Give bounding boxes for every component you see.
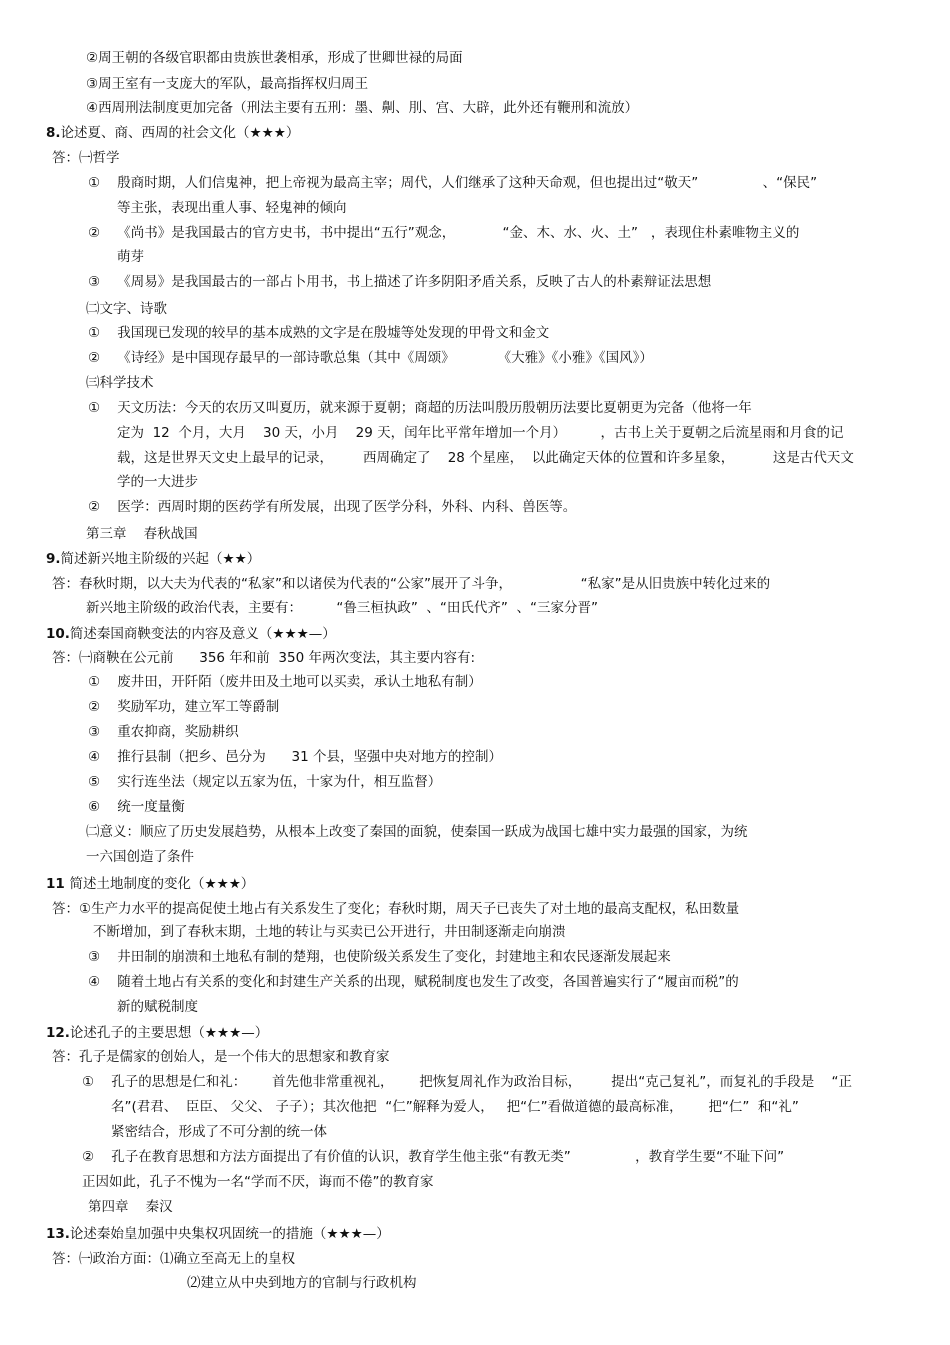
text-line: ② 《尚书》是我国最古的官方史书，书中提出“五行”观念， “金、木、水、火、土” ，表现住朴素唯物主义的	[88, 225, 800, 241]
section-heading	[46, 875, 254, 893]
heading-number: 8.	[46, 125, 61, 141]
heading-number: 13.	[46, 1226, 70, 1242]
text-line: ③ 重农抑商，奖励耕织	[88, 724, 239, 740]
heading-text: 论述孔子的主要思想（★★★—）	[69, 1025, 269, 1041]
text-line: ④西周刑法制度更加完备（刑法主要有五刑：墨、劓、刖、宫、大辟，此外还有鞭刑和流放）	[86, 100, 639, 116]
text-line: ⑵建立从中央到地方的官制与行政机构	[187, 1275, 417, 1291]
text-line: 答：孔子是儒家的创始人，是一个伟大的思想家和教育家	[52, 1049, 390, 1065]
text-line: 等主张，表现出重人事、轻鬼神的倾向	[117, 200, 347, 216]
text-line: ② 《诗经》是中国现存最早的一部诗歌总集（其中《周颂》 《大雅》《小雅》《国风》）	[88, 350, 653, 366]
text-line: ㈡意义：顺应了历史发展趋势，从根本上改变了秦国的面貌，使秦国一跃成为战国七雄中实力最强的国家，为统	[86, 824, 748, 840]
text-line: ① 殷商时期，人们信鬼神，把上帝视为最高主宰；周代，人们继承了这种天命观，但也提出过“敬天” 、“保民”	[88, 175, 818, 191]
text-line: ① 孔子的思想是仁和礼： 首先他非常重视礼， 把恢复周礼作为政治目标， 提出“克己复礼”，而复礼的手段是 “正	[82, 1074, 852, 1090]
heading-text: 论述夏、商、西周的社会文化（★★★）	[60, 125, 300, 141]
text-line: ②周王朝的各级官职都由贵族世袭相承，形成了世卿世禄的局面	[86, 50, 463, 66]
text-line: ② 孔子在教育思想和方法方面提出了有价值的认识，教育学生他主张“有教无类” ，教育学生要“不耻下问”	[82, 1149, 785, 1165]
text-line: ㈢科学技术	[86, 375, 154, 391]
text-line: ④ 随着土地占有关系的变化和封建生产关系的出现，赋税制度也发生了改变，各国普遍实行了“履亩而税”的	[88, 974, 739, 990]
text-line: 一六国创造了条件	[86, 849, 194, 865]
text-line: ④ 推行县制（把乡、邑分为 31 个县，坚强中央对地方的控制）	[88, 749, 502, 765]
text-line: ③ 《周易》是我国最古的一部占卜用书，书上描述了许多阴阳矛盾关系，反映了古人的朴素辩证法思想	[88, 274, 712, 290]
text-line: 名”(君君、 臣臣、 父父、 子子）；其次他把 “仁”解释为爱人， 把“仁”看做道德的最高标准， 把“仁” 和“礼”	[111, 1099, 799, 1115]
text-line: 答：㈠政治方面：⑴确立至高无上的皇权	[52, 1251, 295, 1267]
text-line: ⑤ 实行连坐法（规定以五家为伍，十家为什，相互监督）	[88, 774, 442, 790]
section-heading	[46, 1024, 268, 1042]
section-heading	[46, 550, 260, 568]
heading-number: 12.	[46, 1025, 70, 1041]
heading-text: 简述秦国商鞅变法的内容及意义（★★★—）	[69, 626, 336, 642]
text-line: 答：春秋时期，以大夫为代表的“私家”和以诸侯为代表的“公家”展开了斗争， “私家”是从旧贵族中转化过来的	[52, 576, 771, 592]
text-line: ② 医学：西周时期的医药学有所发展，出现了医学分科，外科、内科、兽医等。	[88, 499, 577, 515]
text-line: 新的赋税制度	[117, 999, 198, 1015]
text-line: ㈡文字、诗歌	[86, 301, 167, 317]
chapter-title: 第三章 春秋战国	[86, 526, 198, 542]
text-line: 答：①生产力水平的提高促使土地占有关系发生了变化；春秋时期，周天子已丧失了对土地的最高支配权，私田数量	[52, 901, 740, 917]
section-heading	[46, 1225, 390, 1243]
text-line: ③周王室有一支庞大的军队，最高指挥权归周王	[86, 76, 369, 92]
text-line: 答：㈠哲学	[52, 150, 120, 166]
heading-text: 简述新兴地主阶级的兴起（★★）	[60, 551, 261, 567]
text-line: ① 废井田，开阡陌（废井田及土地可以买卖，承认土地私有制）	[88, 674, 482, 690]
heading-number: 10.	[46, 626, 70, 642]
heading-number: 11	[46, 876, 70, 892]
text-line: ② 奖励军功，建立军工等爵制	[88, 699, 280, 715]
text-line: 新兴地主阶级的政治代表，主要有： “鲁三桓执政” 、“田氏代齐” 、“三家分晋”	[86, 600, 598, 616]
heading-text: 简述土地制度的变化（★★★）	[69, 876, 255, 892]
text-line: 正因如此，孔子不愧为一名“学而不厌，诲而不倦”的教育家	[82, 1174, 434, 1190]
section-heading	[46, 625, 336, 643]
text-line: ① 天文历法：今天的农历又叫夏历，就来源于夏朝；商超的历法叫殷历殷朝历法要比夏朝更为完备（他将一年	[88, 400, 752, 416]
text-line: ③ 井田制的崩溃和土地私有制的楚翔，也使阶级关系发生了变化，封建地主和农民逐渐发展起来	[88, 949, 671, 965]
text-line: 紧密结合，形成了不可分割的统一体	[111, 1124, 327, 1140]
chapter-title: 第四章 秦汉	[88, 1199, 173, 1215]
text-line: 学的一大进步	[117, 474, 198, 490]
text-line: 不断增加，到了春秋末期，土地的转让与买卖已公开进行，井田制逐渐走向崩溃	[93, 924, 566, 940]
text-line: ⑥ 统一度量衡	[88, 799, 185, 815]
text-line: 萌芽	[117, 249, 144, 265]
text-line: 答：㈠商鞅在公元前 356 年和前 350 年两次变法，其主要内容有:	[52, 650, 475, 666]
text-line: ① 我国现已发现的较早的基本成熟的文字是在殷墟等处发现的甲骨文和金文	[88, 325, 550, 341]
text-line: 载，这是世界天文史上最早的记录， 西周确定了 28 个星座， 以此确定天体的位置和许多星象， 这是古代天文	[117, 450, 854, 466]
section-heading	[46, 124, 299, 142]
heading-number: 9.	[46, 551, 61, 567]
heading-text: 论述秦始皇加强中央集权巩固统一的措施（★★★—）	[69, 1226, 390, 1242]
text-line: 定为 12 个月，大月 30 天，小月 29 天，闰年比平常年增加一个月） ，古书上关于夏朝之后流星雨和月食的记	[117, 425, 844, 441]
